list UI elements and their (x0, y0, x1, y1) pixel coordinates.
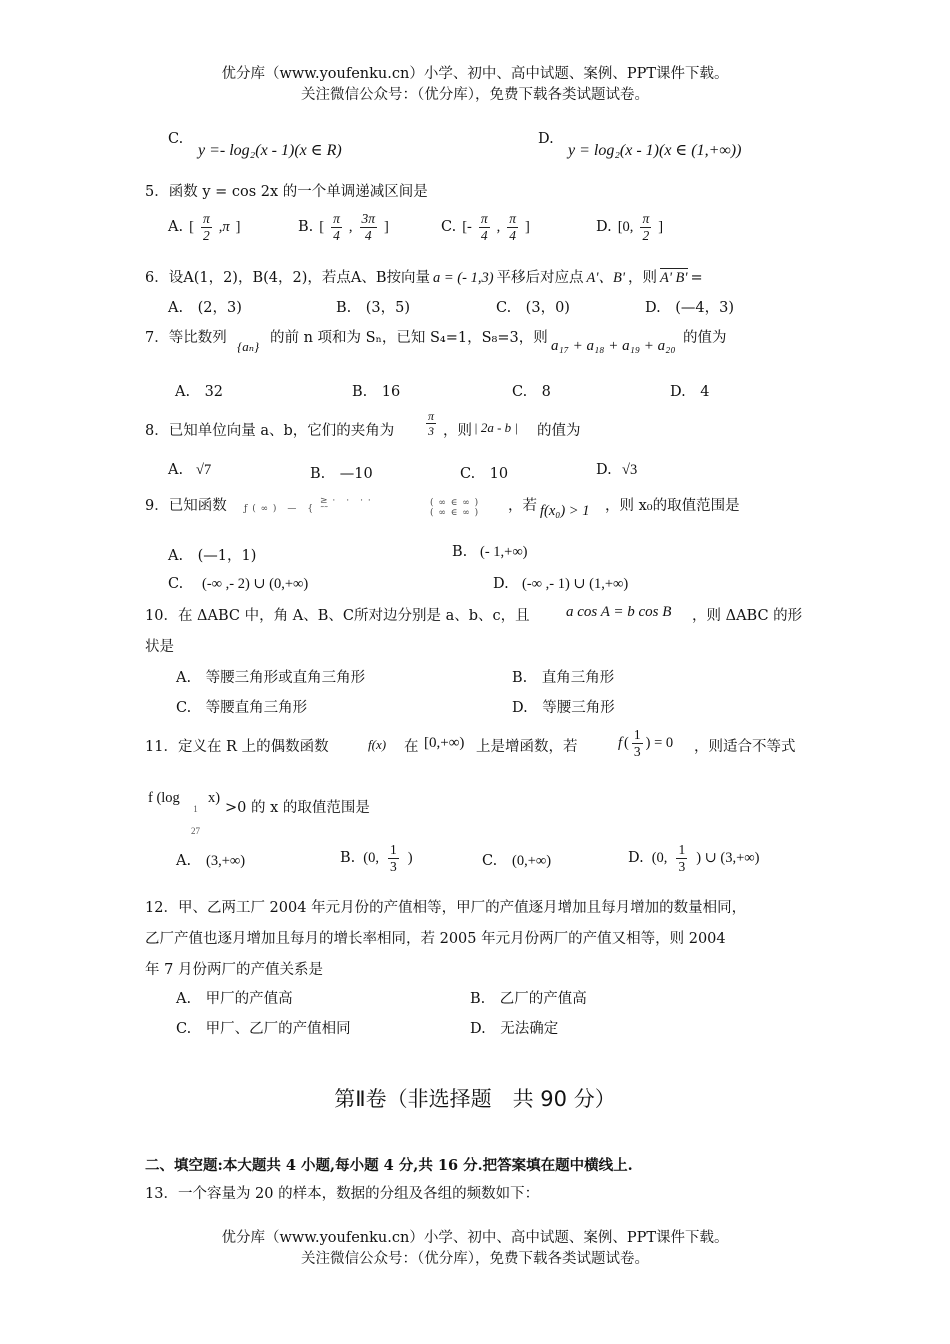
q5-c-label: C. (441, 219, 457, 235)
q8-option-a-label: A. (168, 462, 184, 478)
q11-interval: [0,+∞) (424, 735, 465, 751)
q9-stem-a: 9．已知函数 (145, 498, 227, 514)
q11-option-b: B. (0, $\frac{1}{3}$ ) (340, 842, 413, 874)
q11-option-c-value: (0,+∞) (512, 853, 552, 869)
q10-stem-c: 状是 (145, 639, 174, 655)
q10-condition: a cos A = b cos B (566, 604, 672, 620)
q10-option-a: A. 等腰三角形或直角三角形 (176, 670, 366, 686)
q10-stem-a: 10．在 ΔABC 中，角 A、B、C所对边分别是 a、b、c，且 (145, 608, 530, 624)
q7-option-c: C. 8 (512, 384, 551, 400)
q11-stem-e: >0 的 x 的取值范围是 (225, 800, 370, 816)
q11-option-c-label: C. (482, 853, 498, 869)
q9-option-d-label: D. (493, 576, 509, 592)
q7-stem-c: 的值为 (683, 330, 727, 346)
q11-f-third: f ( $\frac{1}{3}$ ) = 0 (618, 727, 674, 759)
q7-option-a: A. 32 (175, 384, 224, 400)
q6-stem (145, 266, 703, 287)
q7-stem-a: 7．等比数列 (145, 330, 227, 346)
q12-option-b: B. 乙厂的产值高 (470, 991, 587, 1007)
q10-option-d: D. 等腰三角形 (512, 700, 615, 716)
q9-stem-b: ，若 (508, 498, 537, 514)
q8-stem-b: ，则 (443, 423, 472, 439)
section-intro: 二、填空题:本大题共 4 小题,每小题 4 分,共 16 分.把答案填在题中横线上. (145, 1157, 633, 1174)
q9-option-d-value: (-∞ ,- 1) ∪ (1,+∞) (522, 576, 629, 592)
q4-option-c-label: C. (168, 131, 184, 147)
q13-stem: 13．一个容量为 20 的样本，数据的分组及各组的频数如下： (145, 1186, 540, 1202)
q6-stem-a: 6．设A(1，2)，B(4，2)，若点A、B按向量 (145, 270, 431, 286)
q11-stem-a: 11．定义在 R 上的偶数函数 (145, 739, 329, 755)
q12-option-c: C. 甲厂、乙厂的产值相同 (176, 1021, 351, 1037)
q6-vector-ab: A' B' (659, 270, 688, 286)
q9-option-c-label: C. (168, 576, 184, 592)
footer-line-1: 优分库（www.youfenku.cn）小学、初中、高中试题、案例、PPT课件下载。 (221, 1230, 729, 1246)
q11-option-d: D. (0, $\frac{1}{3}$ ) ∪ (3,+∞) (628, 842, 760, 874)
q10-stem-b: ，则 ΔABC 的形 (692, 608, 803, 624)
q11-ineq-pre: f (log (148, 790, 180, 806)
q6-option-d: D. (—4，3) (645, 300, 734, 316)
q11-ineq-post: x) (208, 790, 221, 806)
q6-stem-b: 平移后对应点 (496, 270, 584, 286)
q12-option-d: D. 无法确定 (470, 1021, 559, 1037)
q5-a-label: A. (168, 219, 184, 235)
q8-option-d-value: √3 (622, 462, 638, 478)
q9-function-blur-cases: ≥ · · · · ˜ ̃ (320, 496, 372, 516)
q8-angle: $\frac{\pi}{3}$ (428, 409, 435, 438)
q4-option-d-label: D. (538, 131, 554, 147)
q11-fx: f(x) (368, 737, 387, 752)
header-line-1: 优分库（www.youfenku.cn）小学、初中、高中试题、案例、PPT课件下载。 (221, 66, 729, 82)
header-line-2: 关注微信公众号：（优分库），免费下载各类试题试卷。 (301, 87, 649, 103)
q12-option-a: A. 甲厂的产值高 (176, 991, 293, 1007)
q10-option-c: C. 等腰直角三角形 (176, 700, 308, 716)
q8-stem-c: 的值为 (537, 423, 581, 439)
q6-vector: a = (- 1,3) (433, 270, 494, 286)
q8-option-c: C. 10 (460, 466, 509, 482)
q4-option-c-formula: y =- log₂(x - 1)(x ∈ R) (198, 142, 342, 159)
q7-option-b: B. 16 (352, 384, 401, 400)
q5-option-a: A. [ $\frac{\pi}{2}$ ,π ] (168, 211, 241, 243)
q8-stem-a: 8．已知单位向量 a、b，它们的夹角为 (145, 423, 395, 439)
q5-option-d: D. [0, $\frac{\pi}{2}$ ] (596, 211, 664, 243)
q8-option-a-value: √7 (196, 462, 212, 478)
q9-option-b-label: B. (452, 544, 468, 560)
q6-option-a: A. (2，3) (168, 300, 242, 316)
q7-option-d: D. 4 (670, 384, 710, 400)
q10-option-b: B. 直角三角形 (512, 670, 615, 686)
q6-option-b: B. (3，5) (336, 300, 411, 316)
q11-option-a-label: A. (176, 853, 192, 869)
q11-log-base: 1 27 (191, 804, 200, 836)
q7-sum: a₁₇ + a₁₈ + a₁₉ + a₂₀ (551, 338, 676, 354)
q9-condition: f(x₀) > 1 (540, 503, 590, 519)
section-title: 第Ⅱ卷（非选择题 共 90 分） (334, 1087, 616, 1111)
q9-function-blur-left: ƒ ( ∞ ) — { (244, 504, 315, 514)
q5-option-b: B. [ $\frac{\pi}{4}$ , $\frac{3\pi}{4}$ ] (298, 211, 389, 243)
q6-option-c: C. (3，0) (496, 300, 570, 316)
q11-b-label: B. (340, 850, 356, 866)
q12-line-3: 年 7 月份两厂的产值关系是 (145, 962, 323, 978)
q5-b-label: B. (298, 219, 314, 235)
q5-d-label: D. (596, 219, 612, 235)
q11-d-label: D. (628, 850, 644, 866)
q11-option-a-value: (3,+∞) (206, 853, 246, 869)
q6-stem-c: ，则 (627, 270, 657, 286)
q9-option-a: A. (—1，1) (168, 548, 257, 564)
q11-stem-b: 在 (404, 739, 419, 755)
q6-eq: = (690, 270, 703, 286)
q8-abs: | 2a - b | (474, 420, 518, 435)
q9-option-b-value: (- 1,+∞) (480, 544, 528, 560)
q11-stem-d: ，则适合不等式 (694, 739, 796, 755)
q9-function-blur-right: ( ∞ ∈ ∞ ) ( ∞ ∈ ∞ ) (430, 498, 480, 518)
q12-line-2: 乙厂产值也逐月增加且每月的增长率相同，若 2005 年元月份两厂的产值又相等，则 2004 (145, 931, 726, 947)
q6-points: A'、B' (586, 270, 625, 286)
q9-option-c-value: (-∞ ,- 2) ∪ (0,+∞) (202, 576, 309, 592)
footer-line-2: 关注微信公众号：（优分库），免费下载各类试题试卷。 (301, 1251, 649, 1267)
q4-option-d-formula: y = log₂(x - 1)(x ∈ (1,+∞)) (568, 142, 742, 159)
q5-option-c: C. [- $\frac{\pi}{4}$ , $\frac{\pi}{4}$ ] (441, 211, 530, 243)
q11-stem-c: 上是增函数，若 (476, 739, 578, 755)
q9-stem-c: ，则 x₀的取值范围是 (605, 498, 740, 514)
q7-sequence: {aₙ} (237, 339, 260, 354)
q7-stem-b: 的前 n 项和为 Sₙ，已知 S₄=1，S₈=3，则 (270, 330, 548, 346)
q5-stem: 5．函数 y = cos 2x 的一个单调递减区间是 (145, 184, 428, 200)
q8-option-b: B. —10 (310, 466, 373, 482)
q8-option-d-label: D. (596, 462, 612, 478)
q12-line-1: 12．甲、乙两工厂 2004 年元月份的产值相等，甲厂的产值逐月增加且每月增加的数量相同， (145, 900, 747, 916)
